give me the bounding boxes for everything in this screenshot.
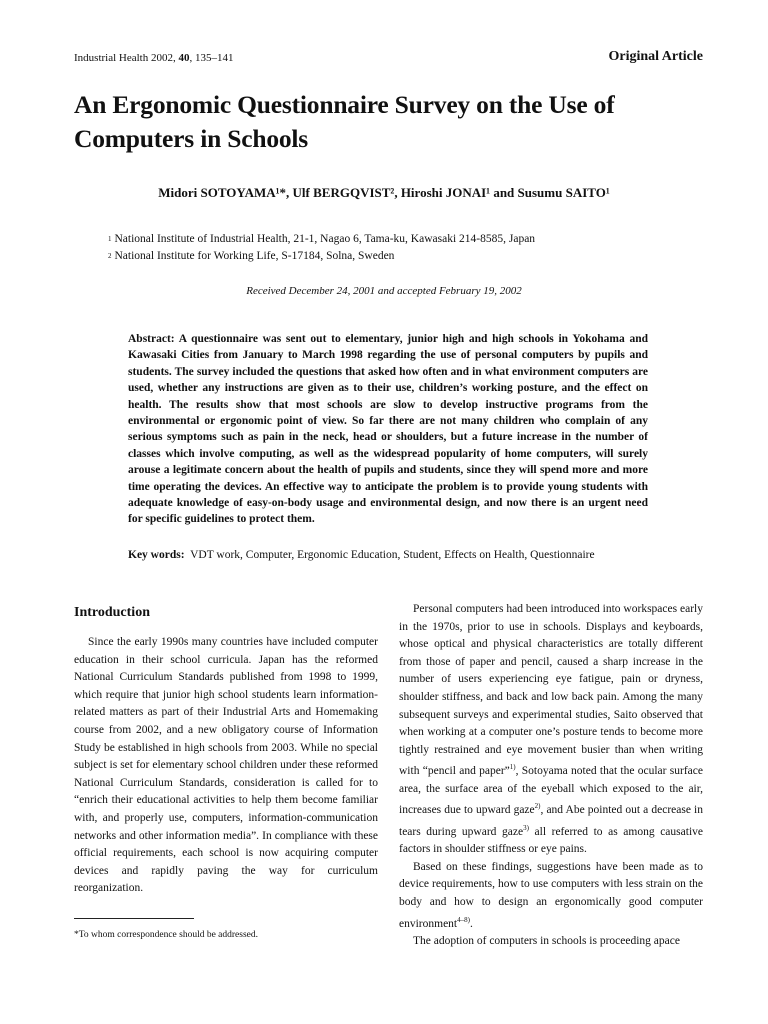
body-paragraph: The adoption of computers in schools is proceeding apace [413,935,680,947]
author-list: Midori SOTOYAMA¹*, Ulf BERGQVIST², Hiroshi JONAI¹ and Susumu SAITO¹ [158,185,610,200]
citation-ref: 3) [523,823,529,832]
abstract: Abstract: A questionnaire was sent out to elementary, junior high and high schools in Yokohama and Kawasaki Cities from January to March 1998 regarding the use of personal computers by pupils and students. The survey included the questions that asked how often and in what environment computers are used, whether any instructions are given as to their use, children’s working posture, and the effect on health. The results show that most schools are slow to develop instructive programs from the environmental or ergonomic point of view. So far there are not many children who complain of any serious symptoms such as pain in the neck, head or shoulders, but a future increase in the number of classes which involve computing, as well as the widespread popularity of home computers, will surely arouse a legitimate concern about the health of pupils and students, since they will spend more and more time operating the devices. An effective way to anticipate the problem is to provide young students with adequate knowledge of easy-on-body usage and environmental design, and now there is an urgent need for specific guidelines to protect them. [128,333,648,526]
citation-ref: 1) [509,763,516,772]
section-heading-introduction: Introduction [74,605,150,620]
footnote-divider [74,918,194,919]
body-paragraph: Based on these findings, suggestions have been made as to device requirements, how to use computers with less strain on the body and how to design an ergonomically good computer environment$^{4-8)}$. [399,860,703,930]
body-paragraph: Personal computers had been introduced into workspaces early in the 1970s, prior to use in schools. Displays and keyboards, whose optical and physical characteristics are totally different from those of paper and pencil, caused a sharp increase in the number of users experiencing eye fatigue, pain or dryness, shoulder stiffness, and back and low back pain. Among the many subsequent surveys and experimental studies, Saito observed that when working at a computer one’s posture tends to become more tightly restrained and eye movement busier than when writing with “pencil and paper”$^{1)}$, Sotoyama noted that the ocular surface area, the surface area of the eyeball which exposed to the air, increases due to upward gaze$^{2)}$, and Abe pointed out a decrease in tears during upward gaze$^{3)}$ all referred to as among causative factors in shoulder stiffness or eye pains. [399,603,703,856]
volume-number: 40 [178,52,190,64]
affiliation-1: $^1$ National Institute of Industrial Health, 21-1, Nagao 6, Tama-ku, Kawasaki 214-8585, Japan [108,233,536,245]
paper-title: An Ergonomic Questionnaire Survey on the Use of Computers in Schools [74,90,615,153]
keywords [128,549,668,561]
keywords-text: VDT work, Computer, Ergonomic Education, Student, Effects on Health, Questionnaire [190,549,595,561]
footnote: *To whom correspondence should be addressed. [74,930,259,940]
left-column [74,634,378,898]
right-column [399,601,703,951]
received-date: Received December 24, 2001 and accepted February 19, 2002 [246,285,522,297]
keywords-label: Key words: [128,549,185,561]
citation-ref: 2) [534,802,541,811]
affiliation-2: $^2$ National Institute for Working Life, S-17184, Solna, Sweden [108,250,395,262]
body-paragraph: Since the early 1990s many countries have included computer education in their school curricula. Japan has the reformed National Curriculum Standards published from 1998 to 1999, which require that junior high school students learn information-related matters as part of their Industrial Arts and Homemaking course from 2002, and a new obligatory course of Information Study be established in high schools from 2003. While no special subject is set for elementary school children under these reformed National Curriculum Standards, consideration is called for to “enrich their educational activities to help them become familiar with, and properly use, computers, information-communication networks and other information media”. In compliance with these official requirements, each school is now acquiring computer devices and rapidly paving the way for curriculum reorganization. [74,636,378,895]
citation-ref: 4–8) [457,915,470,924]
affiliations [108,231,535,265]
article-type-label: Original Article [608,49,703,64]
journal-citation: Industrial Health 2002, 40, 135–141 [74,52,234,64]
